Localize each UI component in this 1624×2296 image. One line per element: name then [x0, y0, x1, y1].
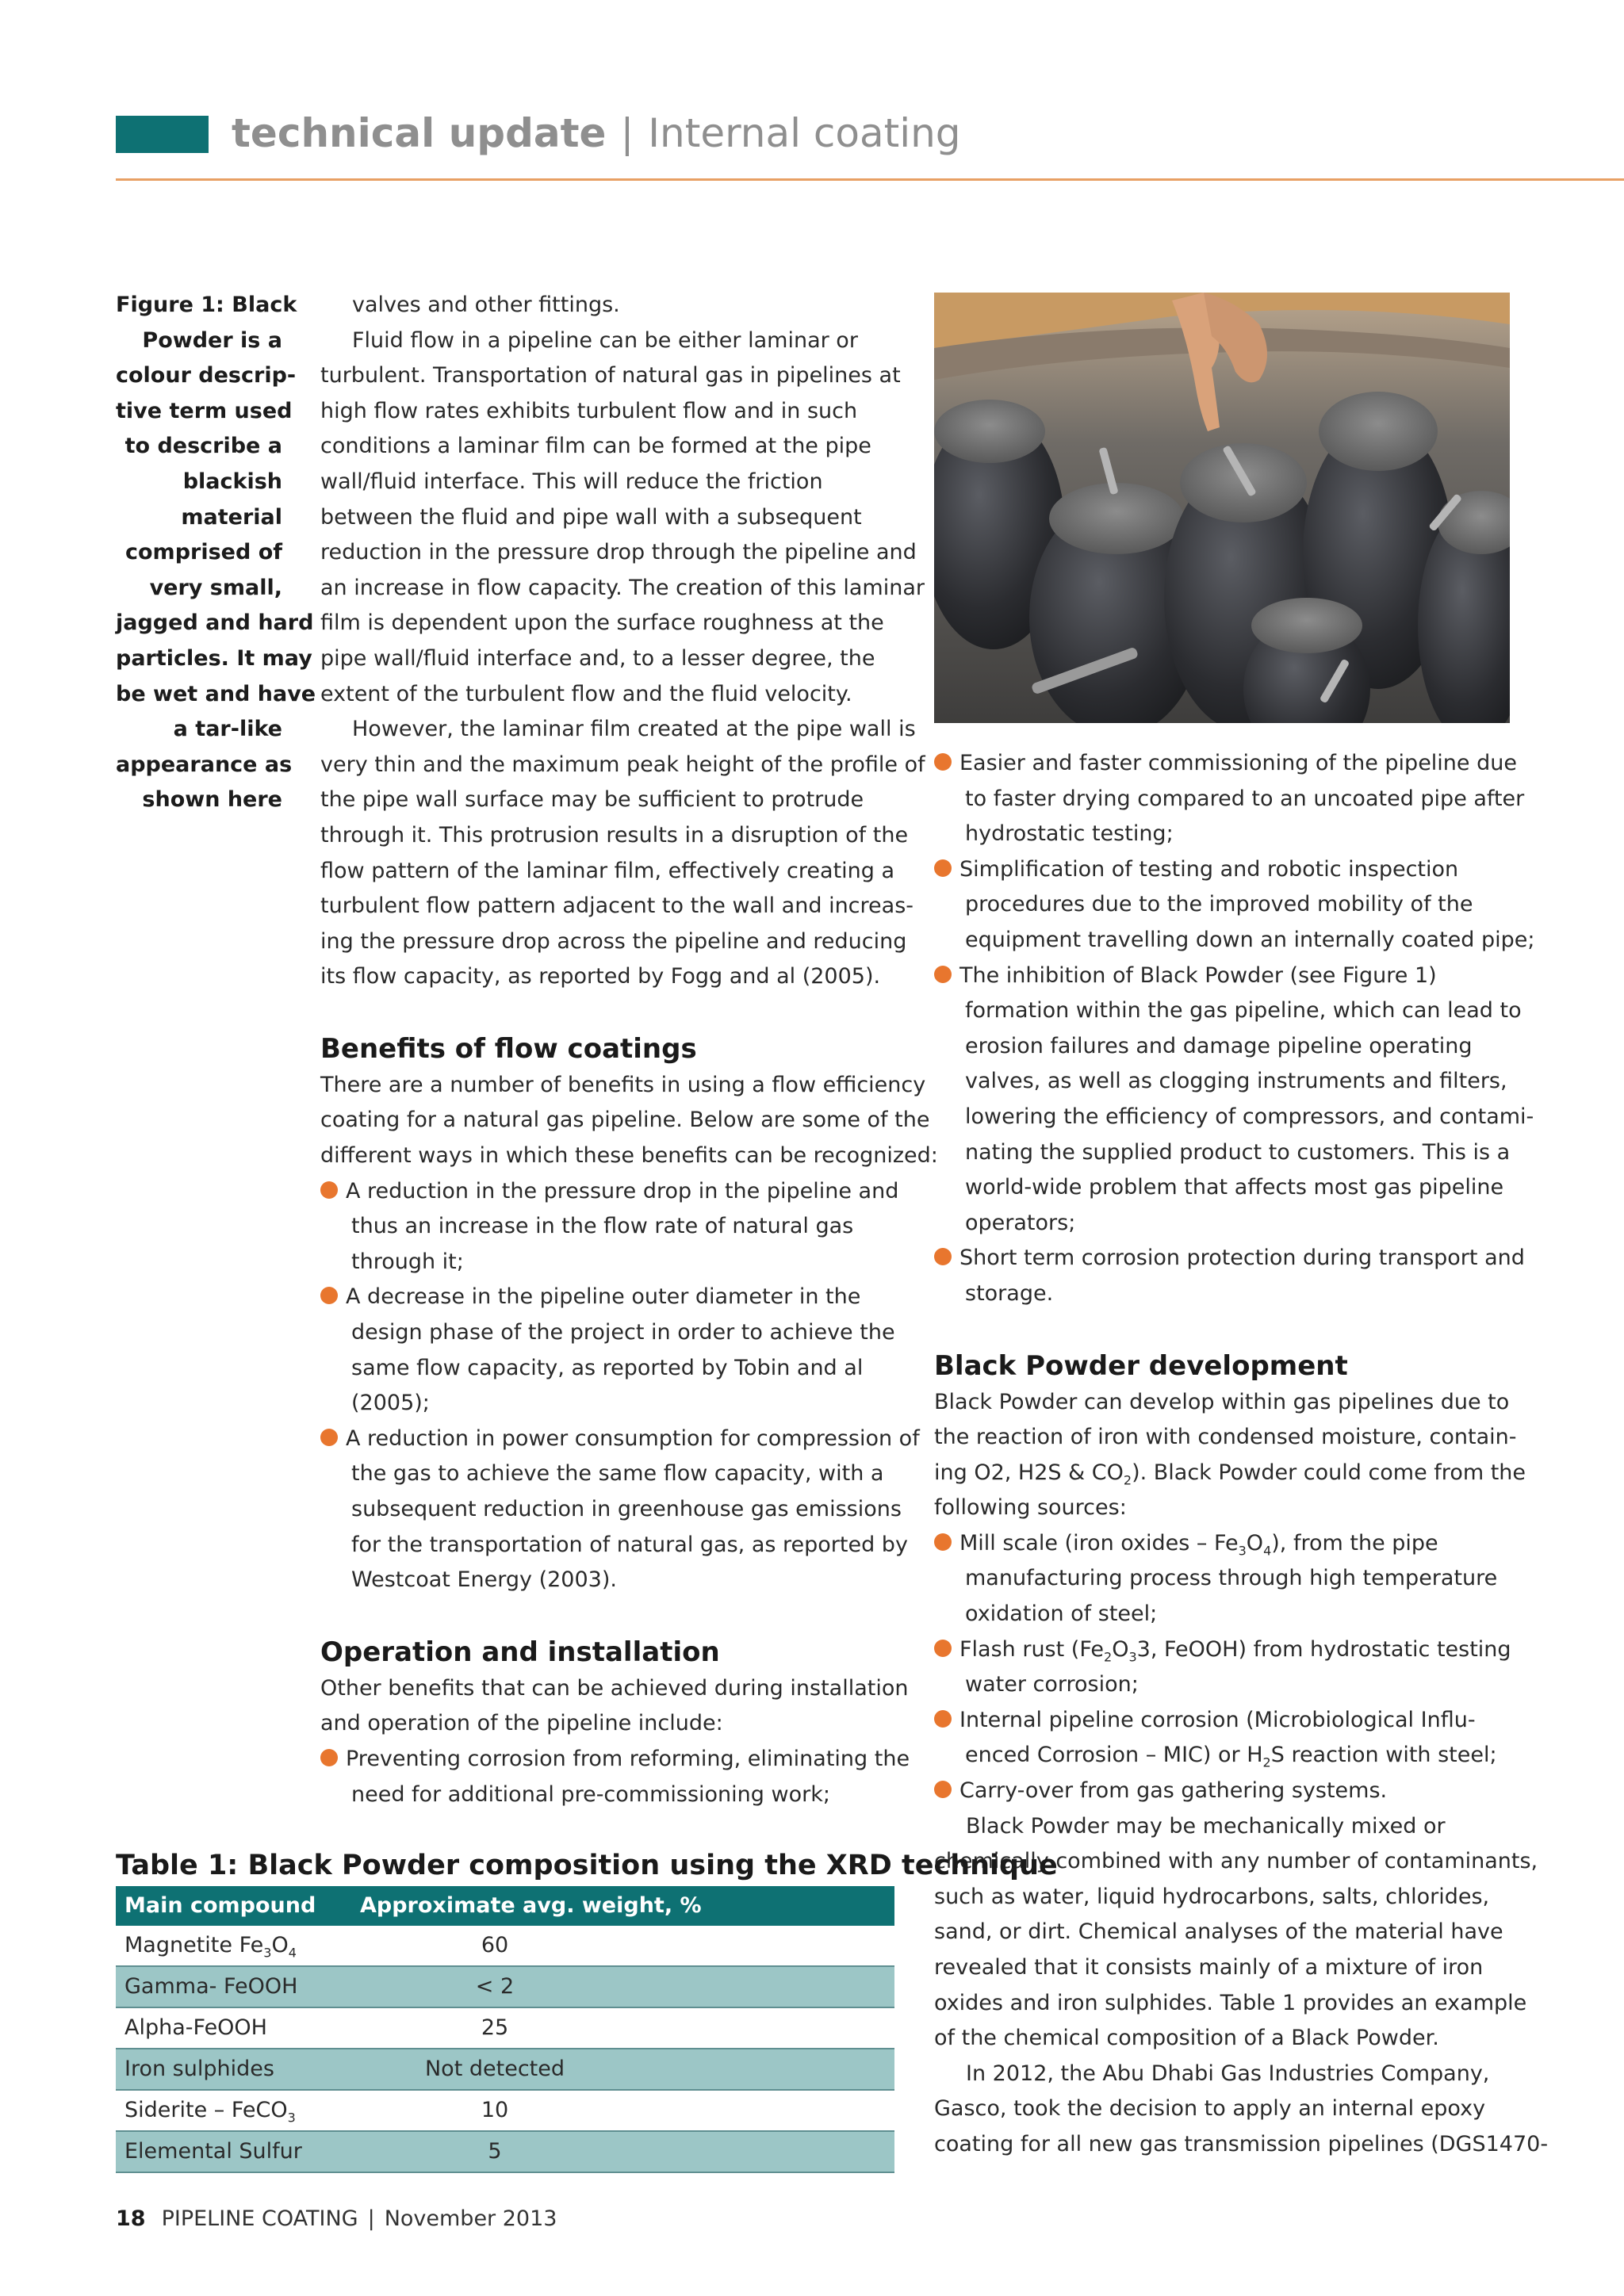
- caption-line: colour descrip-: [116, 363, 297, 388]
- caption-line: be wet and have: [116, 681, 316, 706]
- table-cell: 25: [481, 2015, 509, 2040]
- paragraph-line: the pipe wall surface may be sufficient to protrude: [320, 787, 864, 813]
- paragraph-line: Fluid flow in a pipeline can be either laminar or: [352, 327, 858, 353]
- caption-line: a tar-like: [173, 717, 282, 742]
- paragraph-line: Black Powder may be mechanically mixed or: [966, 1813, 1446, 1839]
- table-header-row: [116, 1886, 894, 1926]
- header-bar: [116, 116, 209, 153]
- table-cell: Not detected: [424, 2057, 565, 2081]
- caption-line: shown here: [142, 787, 282, 813]
- paragraph-line: of the chemical composition of a Black Powder.: [934, 2026, 1439, 2051]
- table-header-cell: Approximate avg. weight, %: [360, 1893, 702, 1918]
- table-cell: 5: [488, 2139, 502, 2164]
- caption-line: material: [181, 504, 282, 530]
- table-row: [116, 2091, 894, 2132]
- caption-line: Powder is a: [142, 327, 282, 353]
- middle-column: [320, 288, 938, 1812]
- paragraph-line: There are a number of benefits in using a flow efficiency: [320, 1072, 926, 1097]
- bullet-list: [320, 1174, 920, 1598]
- paragraph-line: coating for a natural gas pipeline. Below are some of the: [320, 1108, 930, 1133]
- paragraph-line: revealed that it consists mainly of a mixture of iron: [934, 1955, 1484, 1980]
- bullet-icon: [934, 1710, 952, 1728]
- paragraph-line: flow pattern of the laminar film, effectively creating a: [320, 858, 895, 883]
- bullet-item: Mill scale (iron oxides – $Fe_3O_4$), from the pipe manufacturing process through high temperature oxidation of steel;: [934, 1526, 1521, 1632]
- table-cell: Magnetite $Fe_3O_4$: [124, 1933, 297, 1961]
- paragraph-line: wall/fluid interface. This will reduce the friction: [320, 469, 823, 494]
- bullet-list: [320, 1742, 910, 1812]
- paragraph-line: the reaction of iron with condensed moisture, contain-: [934, 1425, 1517, 1450]
- paragraph-line: through it. This protrusion results in a disruption of the: [320, 822, 909, 848]
- paragraph-line: conditions a laminar film can be formed at the pipe: [320, 434, 871, 459]
- caption-line: blackish: [182, 469, 282, 494]
- paragraph-line: Other benefits that can be achieved during installation: [320, 1675, 909, 1701]
- paragraph-line: between the fluid and pipe wall with a subsequent: [320, 504, 862, 530]
- paragraph-line: valves and other fittings.: [352, 293, 620, 317]
- table-cell: Gamma- FeOOH: [124, 1974, 298, 1999]
- bullet-item: A reduction in power consumption for compression of the gas to achieve the same flow capacity, with a subsequent reduction in greenhouse gas emissions for the transportation of natural gas, as reported by Westcoat Energy (2003).: [320, 1422, 895, 1598]
- section-heading: Operation and installation: [320, 1636, 720, 1668]
- table-cell: Siderite – FeCO$_3$: [124, 2098, 296, 2126]
- caption-line: tive term used: [116, 398, 293, 423]
- caption-line: to describe a: [124, 434, 282, 459]
- table-cell: Elemental Sulfur: [124, 2139, 302, 2164]
- bullet-item: Preventing corrosion from reforming, eliminating the need for additional pre-commissioning work;: [320, 1742, 895, 1812]
- paragraph-line: In 2012, the Abu Dhabi Gas Industries Company,: [966, 2061, 1490, 2086]
- paragraph-line: chemically combined with any number of contaminants,: [934, 1849, 1538, 1874]
- bullet-item: A decrease in the pipeline outer diameter in the design phase of the project in order to achieve the same flow capacity, as reported by Tobin and al (2005);: [320, 1280, 895, 1421]
- paragraph-line: Gasco, took the decision to apply an internal epoxy: [934, 2096, 1486, 2122]
- composition-table: [116, 1886, 894, 2173]
- publication-name: PIPELINE COATING: [161, 2206, 358, 2231]
- paragraph-line: following sources:: [934, 1495, 1127, 1521]
- section-header: [232, 108, 961, 159]
- paragraph-line: ing O2, H2S & $CO_2$). Black Powder could come from the: [934, 1460, 1526, 1488]
- bullet-item: Internal pipeline corrosion (Microbiological Influ- enced Corrosion – MIC) or $H_2S$ reaction with steel;: [934, 1703, 1521, 1774]
- bullet-icon: [934, 1248, 952, 1265]
- paragraph: [934, 2057, 1549, 2163]
- figure-caption: [116, 288, 316, 818]
- paragraph-line: very thin and the maximum peak height of the profile of: [320, 752, 925, 777]
- bullet-item: Short term corrosion protection during transport and storage.: [934, 1241, 1521, 1311]
- caption-line: jagged and hard: [116, 610, 314, 636]
- page-footer: 18 PIPELINE COATING | November 2013: [116, 2206, 557, 2231]
- paragraph-line: high flow rates exhibits turbulent flow and in such: [320, 398, 858, 423]
- bullet-item: Carry-over from gas gathering systems.: [934, 1774, 1521, 1809]
- paragraph-line: pipe wall/fluid interface and, to a lesser degree, the: [320, 645, 875, 671]
- paragraph: [320, 1671, 909, 1742]
- caption-line: particles. It may: [116, 645, 312, 671]
- paragraph: [320, 288, 895, 323]
- caption-line: very small,: [149, 575, 282, 600]
- table-row: [116, 2132, 894, 2173]
- paragraph-line: an increase in flow capacity. The creation of this laminar: [320, 575, 925, 600]
- header-separator: |: [620, 110, 634, 156]
- bullet-icon: [934, 1533, 952, 1551]
- bullet-icon: [934, 1640, 952, 1657]
- caption-line: appearance as: [116, 752, 293, 777]
- bullet-icon: [934, 753, 952, 771]
- caption-line: Figure 1: Black: [116, 293, 297, 317]
- paragraph-line: However, the laminar film created at the pipe wall is: [352, 717, 916, 742]
- paragraph-line: such as water, liquid hydrocarbons, salts, chlorides,: [934, 1884, 1490, 1909]
- table-cell: 10: [481, 2098, 509, 2122]
- table-header-cell: Main compound: [124, 1893, 316, 1918]
- bullet-icon: [320, 1749, 338, 1766]
- paragraph: [320, 1068, 938, 1174]
- bullet-icon: [934, 1781, 952, 1798]
- paragraph-line: reduction in the pressure drop through the pipeline and: [320, 540, 917, 565]
- paragraph-line: oxides and iron sulphides. Table 1 provides an example: [934, 1990, 1527, 2015]
- bullet-item: Flash rust ($Fe_2O_33$, FeOOH) from hydrostatic testing water corrosion;: [934, 1632, 1521, 1703]
- table-row: [116, 2049, 894, 2091]
- paragraph-line: extent of the turbulent flow and the fluid velocity.: [320, 681, 852, 706]
- bullet-icon: [320, 1429, 338, 1446]
- paragraph-line: its flow capacity, as reported by Fogg and al (2005).: [320, 964, 881, 989]
- paragraph-line: Black Powder can develop within gas pipelines due to: [934, 1389, 1510, 1414]
- header-rule: [116, 178, 1624, 181]
- bullet-icon: [934, 859, 952, 877]
- paragraph-line: different ways in which these benefits can be recognized:: [320, 1143, 938, 1169]
- black-powder-photo: [934, 293, 1510, 723]
- issue-date: November 2013: [384, 2206, 557, 2231]
- table-row: [116, 1926, 894, 1967]
- paragraph-line: and operation of the pipeline include:: [320, 1711, 723, 1736]
- table-cell: Alpha-FeOOH: [124, 2015, 267, 2040]
- caption-line: comprised of: [125, 540, 282, 565]
- right-column: [934, 746, 1549, 2163]
- page-number: 18: [116, 2206, 146, 2231]
- section-heading: Benefits of flow coatings: [320, 1032, 697, 1065]
- paragraph: [320, 712, 925, 995]
- bullet-item: A reduction in the pressure drop in the pipeline and thus an increase in the flow rate of natural gas through it;: [320, 1174, 895, 1280]
- paragraph-line: ing the pressure drop across the pipeline and reducing: [320, 928, 907, 954]
- table-title: Table 1: Black Powder composition using the XRD technique: [116, 1850, 1058, 1881]
- bullet-item: Easier and faster commissioning of the pipeline due to faster drying compared to an uncoated pipe after hydrostatic testing;: [934, 746, 1521, 852]
- paragraph-line: sand, or dirt. Chemical analyses of the material have: [934, 1919, 1503, 1945]
- bullet-icon: [320, 1181, 338, 1199]
- table-cell: < 2: [475, 1974, 515, 1999]
- paragraph-line: film is dependent upon the surface roughness at the: [320, 610, 884, 636]
- bullet-icon: [934, 966, 952, 983]
- table-row: [116, 1967, 894, 2008]
- section-subtitle: Internal coating: [648, 110, 961, 156]
- section-heading: Black Powder development: [934, 1349, 1348, 1382]
- table-cell: 60: [481, 1933, 509, 1957]
- table-row: [116, 2008, 894, 2049]
- section-title: technical update: [232, 110, 607, 156]
- paragraph-line: turbulent. Transportation of natural gas in pipelines at: [320, 363, 901, 388]
- table-cell: Iron sulphides: [124, 2057, 274, 2081]
- bullet-item: Simplification of testing and robotic inspection procedures due to the improved mobility of the equipment travelling down an internally coated pipe;: [934, 852, 1521, 959]
- paragraph-line: turbulent flow pattern adjacent to the wall and increas-: [320, 894, 914, 919]
- paragraph: [320, 323, 925, 713]
- bullet-item: The inhibition of Black Powder (see Figure 1) formation within the gas pipeline, which can lead to erosion failures and damage pipeline operating valves, as well as clogging instruments and filters, lowering the efficiency of compressors, and contami- nating the supplied product to customers. This is a world-wide problem that affects most gas pipeline operators;: [934, 959, 1521, 1242]
- bullet-list: [934, 746, 1535, 1312]
- paragraph-line: coating for all new gas transmission pipelines (DGS1470-: [934, 2131, 1549, 2156]
- bullet-icon: [320, 1287, 338, 1304]
